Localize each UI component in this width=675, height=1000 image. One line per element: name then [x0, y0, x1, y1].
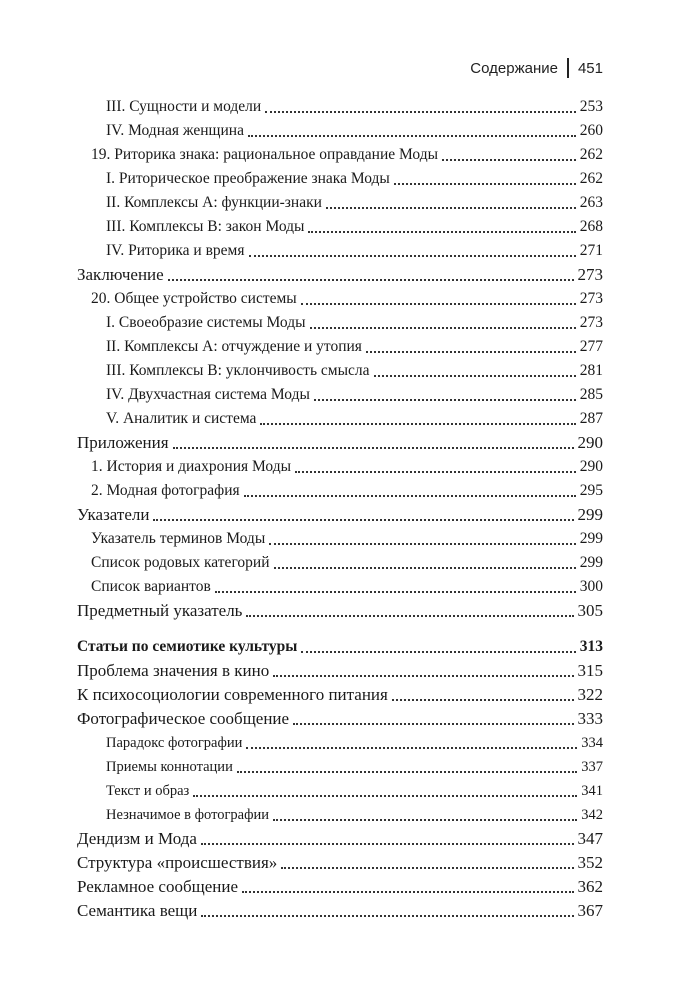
dot-leader: [366, 350, 576, 353]
toc-entry: [106, 117, 603, 141]
dot-leader: [273, 818, 577, 821]
dot-leader: [248, 134, 576, 137]
toc-entry-title: Указатель терминов Моды: [91, 530, 266, 547]
toc-entry: [91, 525, 603, 549]
toc-entry: [91, 549, 603, 573]
toc-entry-title: III. Комплексы B: уклончивость смысла: [106, 362, 370, 379]
toc-entry-title: Список родовых категорий: [91, 554, 270, 571]
toc-entry: [106, 333, 603, 357]
toc-entry-title: IV. Риторика и время: [106, 242, 245, 259]
toc-entry-page: 367: [577, 901, 603, 920]
dot-leader: [301, 302, 576, 305]
toc-entry: [106, 753, 603, 777]
toc-entry-title: 19. Риторика знака: рациональное оправдание Моды: [91, 146, 439, 163]
dot-leader: [273, 674, 573, 677]
toc-entry-page: 352: [577, 853, 603, 872]
toc-entry-page: 299: [577, 505, 603, 524]
dot-leader: [237, 770, 577, 773]
dot-leader: [168, 278, 574, 281]
toc-entry-title: 1. История и диахрония Моды: [91, 458, 292, 475]
toc-entry-title: Заключение: [77, 265, 164, 284]
toc-entry: [77, 501, 603, 525]
toc-entry-page: 271: [579, 242, 603, 259]
toc-entry-page: 285: [579, 386, 603, 403]
toc-entry: [91, 573, 603, 597]
toc-entry: [106, 213, 603, 237]
dot-leader: [281, 866, 573, 869]
dot-leader: [201, 842, 574, 845]
toc-entry-page: 262: [579, 146, 603, 163]
running-head: [470, 58, 603, 78]
toc-entry-title: Список вариантов: [91, 578, 211, 595]
toc-entry-title: Структура «происшествия»: [77, 853, 278, 872]
toc-entry-title: Текст и образ: [106, 783, 190, 799]
toc-entry: [106, 93, 603, 117]
toc-entry: [77, 897, 603, 921]
toc-entry: [77, 633, 603, 657]
dot-leader: [394, 182, 576, 185]
toc-entry-page: 277: [579, 338, 603, 355]
toc-entry: [106, 381, 603, 405]
toc-entry-page: 347: [577, 829, 603, 848]
toc-entry-title: 20. Общее устройство системы: [91, 290, 297, 307]
toc-entry-title: II. Комплексы A: отчуждение и утопия: [106, 338, 362, 355]
toc-entry-page: 281: [579, 362, 603, 379]
dot-leader: [246, 614, 573, 617]
toc-entry: [77, 657, 603, 681]
toc-entry-page: 315: [577, 661, 603, 680]
toc-entry: [77, 873, 603, 897]
toc-entry: [77, 849, 603, 873]
toc-entry: [77, 705, 603, 729]
toc-entry: [77, 825, 603, 849]
toc-entry-page: 334: [581, 735, 603, 751]
toc-entry-page: 299: [579, 530, 603, 547]
dot-leader: [310, 326, 576, 329]
toc-entry-title: II. Комплексы A: функции-знаки: [106, 194, 322, 211]
toc-entry-title: Приемы коннотации: [106, 759, 233, 775]
toc-entry-page: 333: [577, 709, 603, 728]
toc-entry-title: Указатели: [77, 505, 150, 524]
toc-entry-title: V. Аналитик и система: [106, 410, 257, 427]
toc-entry-title: Незначимое в фотографии: [106, 807, 270, 823]
dot-leader: [242, 890, 574, 893]
dot-leader: [274, 566, 576, 569]
toc-entry-page: 268: [579, 218, 603, 235]
toc-entry: [91, 477, 603, 501]
toc-entry-title: Предметный указатель: [77, 601, 243, 620]
toc-entry-page: 337: [581, 759, 603, 775]
toc-entry: [91, 141, 603, 165]
dot-leader: [215, 590, 576, 593]
toc-entry: [106, 165, 603, 189]
toc-entry-page: 260: [579, 122, 603, 139]
header-divider: [567, 58, 569, 78]
dot-leader: [153, 518, 573, 521]
toc-entry-title: Рекламное сообщение: [77, 877, 238, 896]
toc-entry-title: Проблема значения в кино: [77, 661, 270, 680]
toc-entry-page: 341: [581, 783, 603, 799]
toc-entry-title: Приложения: [77, 433, 169, 452]
toc-entry-page: 295: [579, 482, 603, 499]
toc-entry: [91, 453, 603, 477]
toc-entry-page: 262: [579, 170, 603, 187]
toc-entry: [106, 237, 603, 261]
toc-entry-title: Парадокс фотографии: [106, 735, 243, 751]
toc-entry-page: 342: [581, 807, 603, 823]
toc-entry: [77, 597, 603, 621]
toc-entry-title: III. Сущности и модели: [106, 98, 262, 115]
toc-entry-page: 273: [577, 265, 603, 284]
toc-entry-title: IV. Модная женщина: [106, 122, 244, 139]
toc-entry-page: 290: [579, 458, 603, 475]
toc-entry-page: 263: [579, 194, 603, 211]
dot-leader: [201, 914, 573, 917]
dot-leader: [301, 650, 575, 653]
section-title: Содержание: [470, 59, 558, 77]
dot-leader: [260, 422, 575, 425]
dot-leader: [295, 470, 576, 473]
dot-leader: [265, 110, 576, 113]
toc-entry: [106, 801, 603, 825]
toc-entry: [106, 405, 603, 429]
toc-entry-title: Статьи по семиотике культуры: [77, 638, 298, 655]
dot-leader: [314, 398, 576, 401]
toc-entry-page: 305: [577, 601, 603, 620]
dot-leader: [193, 794, 577, 797]
toc-entry-page: 300: [579, 578, 603, 595]
toc-entry: [77, 681, 603, 705]
toc-entry-page: 273: [579, 290, 603, 307]
dot-leader: [392, 698, 574, 701]
toc-entry: [106, 357, 603, 381]
dot-leader: [173, 446, 574, 449]
toc-entry-page: 362: [577, 877, 603, 896]
dot-leader: [249, 254, 576, 257]
toc-entry: [106, 777, 603, 801]
dot-leader: [269, 542, 576, 545]
toc-entry: [106, 729, 603, 753]
toc-entry: [91, 285, 603, 309]
dot-leader: [244, 494, 576, 497]
toc-entry-title: Дендизм и Мода: [77, 829, 197, 848]
dot-leader: [293, 722, 573, 725]
toc-entry-title: I. Риторическое преображение знака Моды: [106, 170, 390, 187]
toc-entry-title: IV. Двухчастная система Моды: [106, 386, 310, 403]
dot-leader: [308, 230, 575, 233]
toc-entry-page: 287: [579, 410, 603, 427]
dot-leader: [442, 158, 576, 161]
toc-entry-title: I. Своеобразие системы Моды: [106, 314, 306, 331]
dot-leader: [326, 206, 576, 209]
toc-entry: [77, 429, 603, 453]
toc-entry-title: 2. Модная фотография: [91, 482, 240, 499]
toc-entry-page: 290: [577, 433, 603, 452]
toc-entry: [106, 309, 603, 333]
toc-entry-page: 322: [577, 685, 603, 704]
toc-entry-title: К психосоциологии современного питания: [77, 685, 388, 704]
toc-entry-title: Фотографическое сообщение: [77, 709, 290, 728]
toc-entry-page: 313: [579, 638, 603, 655]
dot-leader: [374, 374, 576, 377]
toc-entry-title: III. Комплексы B: закон Моды: [106, 218, 305, 235]
toc-entry-page: 273: [579, 314, 603, 331]
dot-leader: [246, 746, 577, 749]
toc-entry-page: 253: [579, 98, 603, 115]
toc-entry-title: Семантика вещи: [77, 901, 198, 920]
toc-entry-page: 299: [579, 554, 603, 571]
page-number: 451: [577, 59, 603, 77]
toc-entry: [106, 189, 603, 213]
toc-entry: [77, 261, 603, 285]
